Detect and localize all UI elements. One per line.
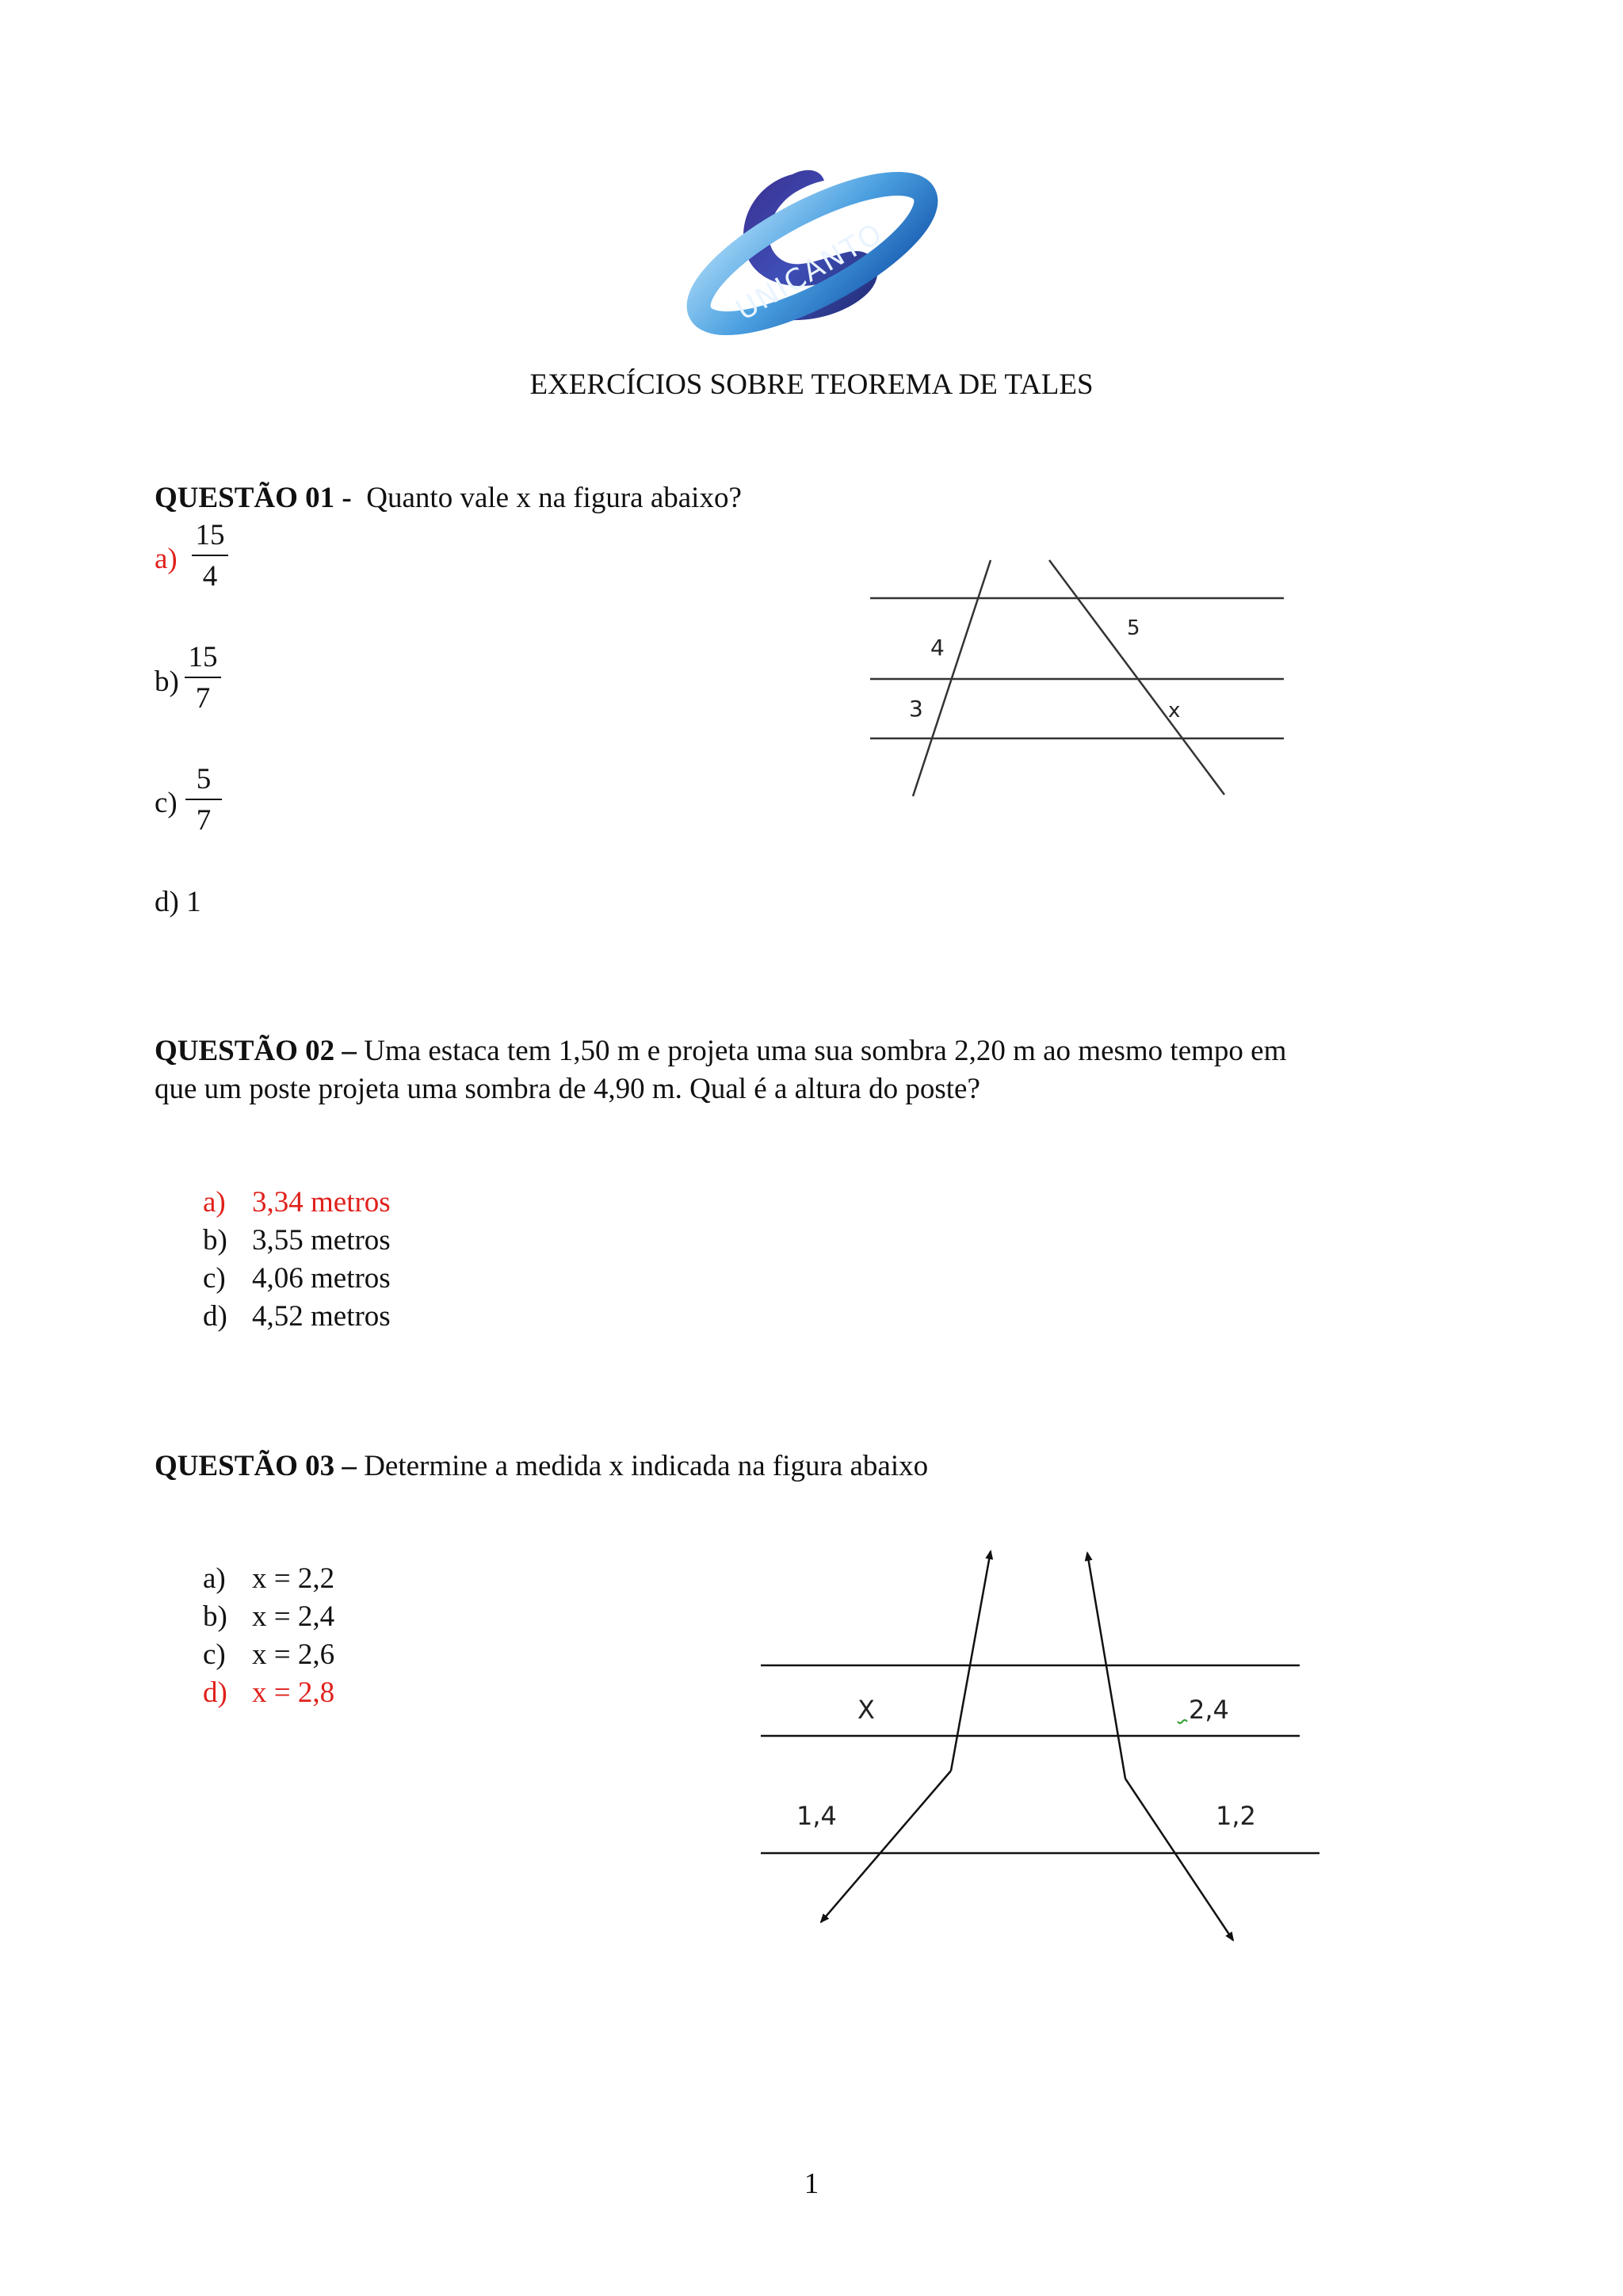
transversal-right <box>1049 560 1224 795</box>
page-number: 1 <box>804 2168 819 2200</box>
q3-option-d-text: x = 2,8 <box>252 1676 335 1709</box>
q1-header <box>155 479 742 517</box>
q3-option-d-label: d) <box>203 1676 227 1709</box>
q1-option-c-fraction <box>184 764 223 837</box>
q1-heading: QUESTÃO 01 - <box>155 482 352 514</box>
q1-label-5: 5 <box>1127 616 1140 640</box>
q2-text-line2: que um poste projeta uma sombra de 4,90 m. Qual é a altura do poste? <box>155 1073 980 1105</box>
q3-option-b-label: b) <box>203 1600 227 1633</box>
q2-line1 <box>155 1032 1286 1070</box>
q2-option-c <box>203 1260 391 1298</box>
q3-option-a-text: x = 2,2 <box>252 1562 335 1595</box>
q1-option-a-den: 4 <box>202 560 218 593</box>
q3-label-x: X <box>857 1695 875 1725</box>
q2-heading: QUESTÃO 02 – <box>155 1035 357 1067</box>
q2-option-c-label: c) <box>203 1262 226 1295</box>
q1-option-c-num: 5 <box>196 763 212 795</box>
q2-option-c-text: 4,06 metros <box>252 1262 391 1295</box>
logo-text: UNICANTO <box>731 216 889 327</box>
transversal-left-arrow-down <box>821 1771 951 1922</box>
q1-prompt: Quanto vale x na figura abaixo? <box>366 482 742 514</box>
q3-label-1-4: 1,4 <box>796 1801 837 1831</box>
q3-options <box>203 1560 334 1712</box>
q1-option-b-num: 15 <box>188 641 218 673</box>
transversal-left-arrow-up <box>951 1551 991 1771</box>
q2-option-b-label: b) <box>203 1224 227 1257</box>
q1-option-a-num: 15 <box>195 519 225 551</box>
q3-header <box>155 1447 928 1486</box>
q3-prompt: Determine a medida x indicada na figura abaixo <box>364 1450 929 1482</box>
q1-option-b-fraction <box>183 642 223 715</box>
q3-option-a <box>203 1560 334 1598</box>
q3-option-a-label: a) <box>203 1562 226 1595</box>
q1-label-x: x <box>1168 699 1181 723</box>
spellcheck-squiggle <box>1178 1720 1187 1723</box>
q3-option-c <box>203 1636 334 1674</box>
q2-option-d-label: d) <box>203 1300 227 1333</box>
q2-option-b <box>203 1222 391 1260</box>
q3-option-b <box>203 1598 334 1636</box>
fraction-bar <box>185 799 222 800</box>
q3-figure <box>753 1541 1323 1953</box>
q1-figure <box>864 551 1292 804</box>
q2-option-b-text: 3,55 metros <box>252 1224 391 1257</box>
q1-option-c-den: 7 <box>196 804 212 837</box>
q1-option-d: d) 1 <box>155 886 201 918</box>
q1-label-4: 4 <box>930 635 945 661</box>
q1-option-c-label: c) <box>155 787 178 819</box>
q3-option-d <box>203 1674 334 1712</box>
unicanto-logo <box>674 151 943 345</box>
q3-heading: QUESTÃO 03 – <box>155 1450 357 1482</box>
q3-option-c-label: c) <box>203 1638 226 1671</box>
q2-option-d-text: 4,52 metros <box>252 1300 391 1333</box>
q1-option-b-label: b) <box>155 666 179 698</box>
q2-options <box>203 1184 391 1336</box>
fraction-bar <box>192 555 228 556</box>
q1-label-3: 3 <box>909 696 923 722</box>
q1-option-a-label: a) <box>155 543 178 575</box>
q2-text-line1: Uma estaca tem 1,50 m e projeta uma sua sombra 2,20 m ao mesmo tempo em <box>364 1035 1287 1067</box>
q2-option-a-label: a) <box>203 1186 226 1219</box>
q3-option-b-text: x = 2,4 <box>252 1600 335 1633</box>
fraction-bar <box>185 677 221 678</box>
q3-label-1-2: 1,2 <box>1216 1801 1256 1831</box>
q2-option-d <box>203 1298 391 1336</box>
q3-label-2-4: 2,4 <box>1189 1695 1229 1725</box>
q1-option-b-den: 7 <box>195 682 211 715</box>
q3-option-c-text: x = 2,6 <box>252 1638 335 1671</box>
q2-option-a-text: 3,34 metros <box>252 1186 391 1219</box>
q1-option-a-fraction <box>190 520 230 593</box>
q2-option-a <box>203 1184 391 1222</box>
page-title: EXERCÍCIOS SOBRE TEOREMA DE TALES <box>529 368 1094 401</box>
